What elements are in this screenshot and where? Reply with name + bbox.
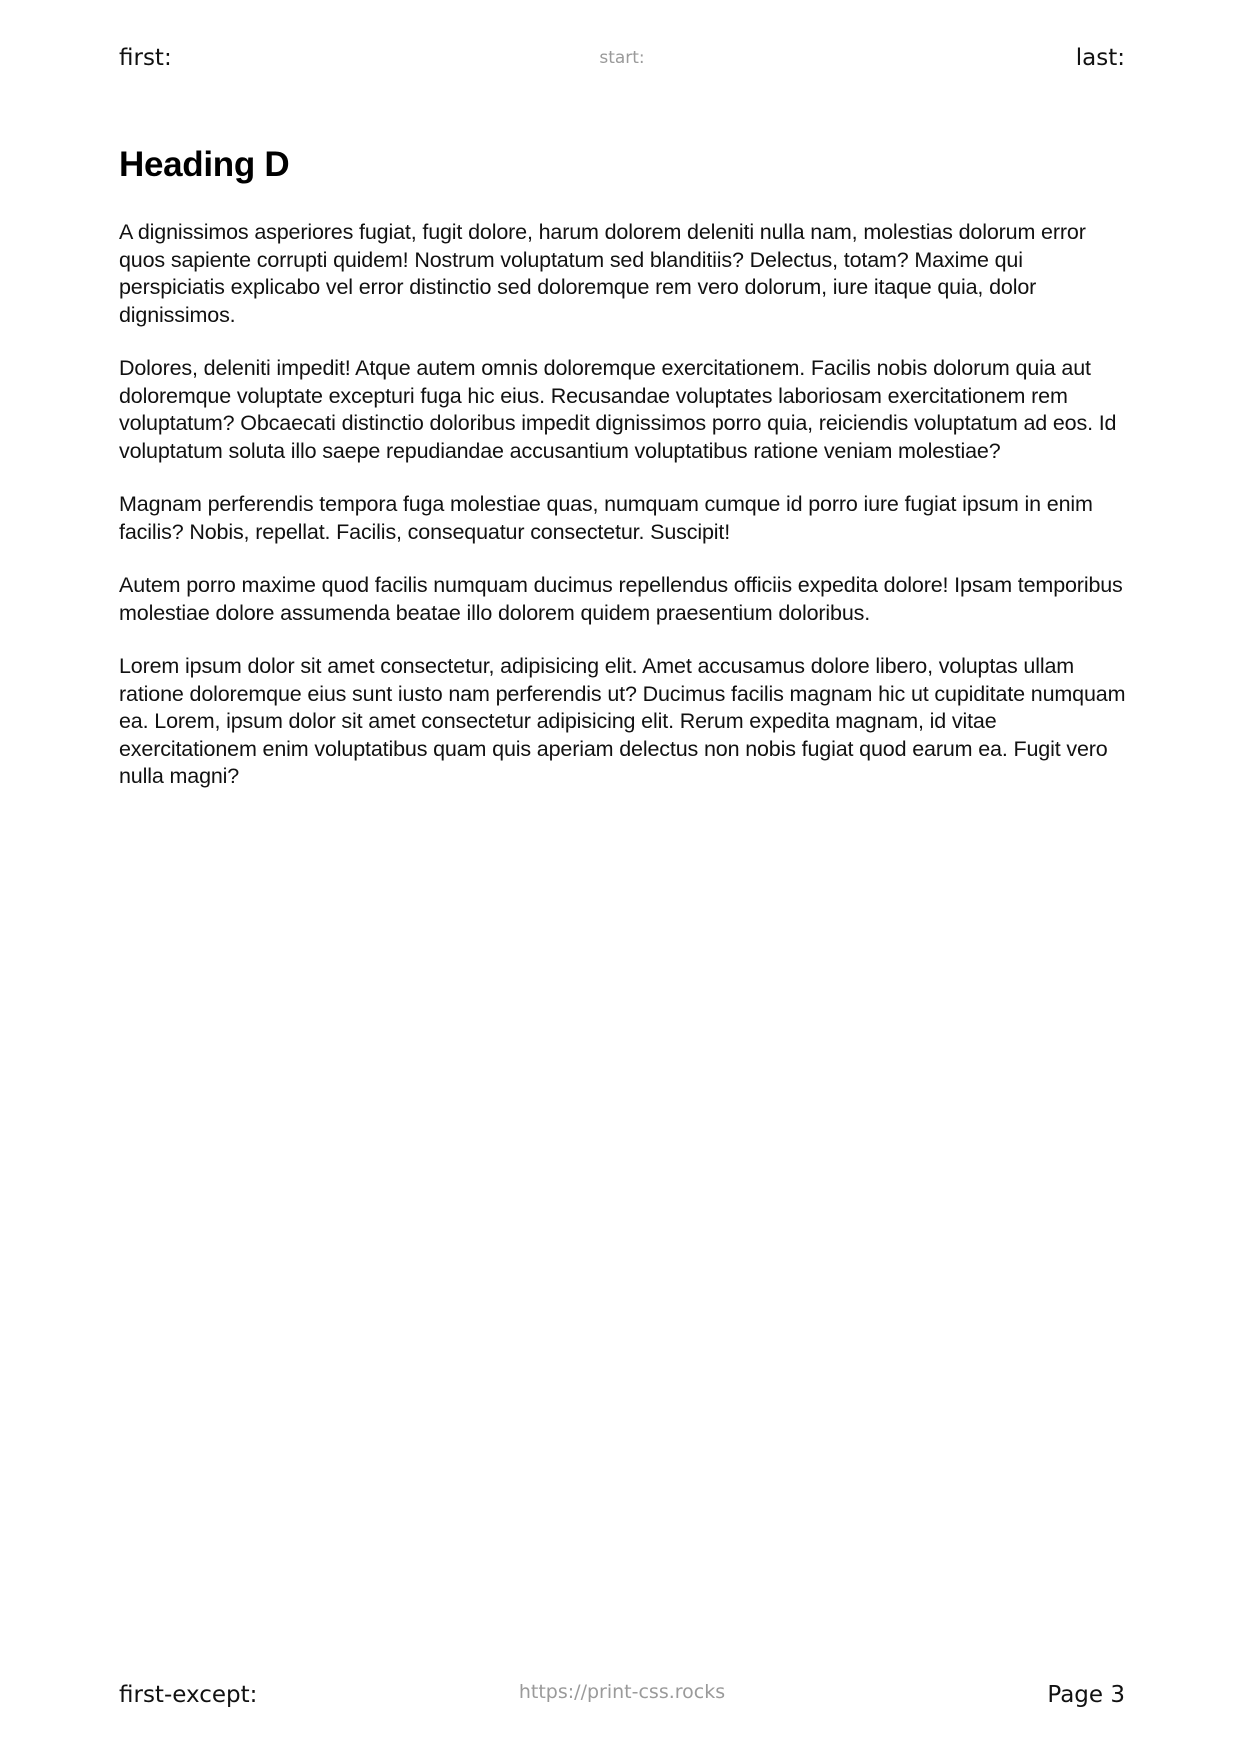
header-right-text: last: xyxy=(1075,45,1125,71)
header-center-text: start: xyxy=(599,48,645,68)
paragraph: Dolores, deleniti impedit! Atque autem omnis doloremque exercitationem. Facilis nobis dolorum quia aut doloremque voluptate excepturi fuga hic eius. Recusandae voluptates laboriosam exercitationem rem voluptatum? Obcaecati distinctio doloribus impedit dignissimos porro quia, reiciendis voluptatum ad eos. Id voluptatum soluta illo saepe repudiandae accusantium voluptatibus ratione veniam molestiae? xyxy=(119,356,1117,463)
footer-url-text: https://print-css.rocks xyxy=(518,1681,726,1703)
section-heading: Heading D xyxy=(119,145,290,184)
paragraph: Magnam perferendis tempora fuga molestiae quas, numquam cumque id porro iure fugiat ipsum in enim facilis? Nobis, repellat. Facilis, consequatur consectetur. Suscipit! xyxy=(119,492,1093,544)
header-left-text: first: xyxy=(119,45,172,71)
page-content xyxy=(119,143,1129,817)
paragraph: A dignissimos asperiores fugiat, fugit dolore, harum dolorem deleniti nulla nam, molestias dolorum error quos sapiente corrupti quidem! Nostrum voluptatum sed blanditiis? Delectus, totam? Maxime qui perspiciatis explicabo vel error distinctio sed doloremque rem vero dolorum, iure itaque quia, dolor dignissimos. xyxy=(119,220,1086,327)
paragraph: Lorem ipsum dolor sit amet consectetur, adipisicing elit. Amet accusamus dolore libero, voluptas ullam ratione doloremque eius sunt iusto nam perferendis ut? Ducimus facilis magnam hic ut cupiditate numquam ea. Lorem, ipsum dolor sit amet consectetur adipisicing elit. Rerum expedita magnam, id vitae exercitationem enim voluptatibus quam quis aperiam delectus non nobis fugiat quod earum ea. Fugit vero nulla magni? xyxy=(119,654,1126,788)
page-footer xyxy=(119,1680,1125,1720)
paragraph: Autem porro maxime quod facilis numquam ducimus repellendus officiis expedita dolore! Ipsam temporibus molestiae dolore assumenda beatae illo dolorem quidem praesentium doloribus. xyxy=(119,573,1123,625)
page-number: Page 3 xyxy=(1047,1682,1125,1708)
page-header xyxy=(119,42,1125,82)
footer-left-text: first-except: xyxy=(119,1682,258,1708)
